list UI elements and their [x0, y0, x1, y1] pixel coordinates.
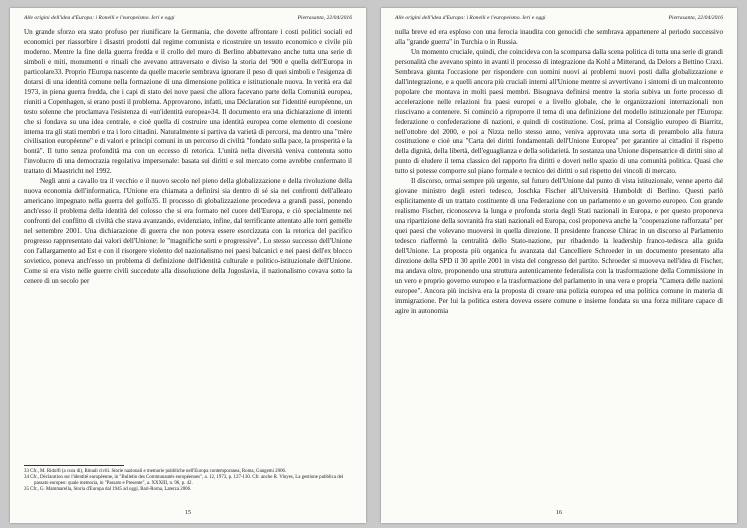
paragraph: Il discorso, ormai sempre più urgente, sul futuro dell'Unione dal punto di vista istituzionale, venne aperto dal giovane ministro degli esteri tedesco, Joschka Fischer all'Università Humboldt di Berlino. Questi parlò esplicitamente di un trattato costituente di una Federazione con un parlamento e un governo europeo. Con grande realismo Fischer, riconosceva la lunga e profonda storia degli Stati nazionali in Europa, e per questo proponeva una ripartizione della sovranità fra stati nazionali ed Europa, così proponeva anche la "cooperazione rafforzata" per quei paesi che volevano muoversi in quella direzione. Il presidente francese Chirac in un discorso al Parlamento tedesco riaffermò la centralità dello Stato-nazione, pur ribadendo la leadership franco-tedesca alla guida dell'Unione. La proposta più organica fu avanzata dal Cancelliere Schroeder in un documento presentato alla direzione della SPD il 30 aprile 2001 in vista del congresso del partito. Schroeder si muoveva nell'idea di Fischer, ma andava oltre, proponendo una struttura autenticamente federalista con la trasformazione della Commissione in un vero e proprio governo europeo e la trasformazione del parlamento in una vera e propria "Camera delle nazioni europee". Ancora più incisiva era la proposta di creare una polizia europea ed una politica comune in materia di immigrazione. Per lui la politica estera doveva essere comune e insieme fondata su una forza militare capace di agire in autonomia: [395, 177, 723, 315]
page-number: 16: [556, 510, 562, 516]
left-page: [10, 8, 366, 523]
footnote: 35 Cfr., G. Mammarella, Storia d'Europa dal 1945 ad oggi, Bari-Roma, Laterza 2006.: [24, 487, 192, 493]
header-title: Alle origini dell'idea d'Europa: i Ronelli e l'europeismo. Ieri e oggi: [24, 15, 175, 21]
header-date: Pietrasanta, 22/04/2016: [297, 15, 352, 21]
footnotes: [24, 469, 352, 493]
paragraph: nulla breve ed era esploso con una ferocia inaudita con genocidi che sembrava appartenere al periodo successivo alla "grande guerra" in Turchia o in Russia.: [395, 28, 723, 46]
footnote: 33 Cfr., M. Ridolfi (a cura di), Rituali civili. Storie nazionali e memorie pubbliche nell'Europa contemporanea, Roma, Gangemi 2006.: [24, 469, 287, 474]
page-number: 15: [185, 510, 191, 516]
running-header: [395, 15, 723, 25]
footnote-divider: [24, 465, 124, 466]
header-date: Pietrasanta, 22/04/2016: [668, 15, 723, 21]
footnote: 34 Cfr., Déclaration sur l'identité européenne, in "Bulletin des Communautés européennes", a. 12, 1973, p. 127-130. Cfr. anche R. Vinyes, La gestione pubblica del passato europeo: quale memoria, in "Passato e Presente", a. XXXIII, n. 96, p. 42.: [24, 475, 344, 487]
body-text: [395, 28, 723, 317]
paragraph: Un momento cruciale, quindi, che coincideva con la scomparsa dalla scena politica di tutta una serie di grandi personalità che avevano spinto in avanti il processo di integrazione da Kohl a Mitterand, da Delors a Bettino Craxi. Sembrava giunta l'occasione per rispondere con uomini nuovi ai problemi nuovi posti dalla globalizzazione e dall'integrazione, e a quelli ancora più cruciali interni all'Unione mentre si avvertivano i sintomi di un malcontento popolare che montava in molti paesi membri. Bisognava definirsi mentre la storia subiva un forte processo di accelerazione nelle relazioni fra paesi europei e a livello globale, che le organizzazioni internazionali non riuscivano a contenere. Si cominciò a riproporre il tema di una definizione del modello istituzionale per l'Europa: federazione o confederazione di nazioni, e quindi di costituzione. Così, prima al Consiglio europeo di Biarritz, nell'ottobre del 2000, e poi a Nizza nello stesso anno, veniva approvata una sorta di preambolo alla futura costituzione e cioè una "Carta dei diritti fondamentali dell'Unione Europea" per garantire ai cittadini il rispetto della dignità, della libertà, dell'eguaglianza e della solidarietà. In sostanza una Unione dispensatrice di diritti sino al punto di eludere il tema classico del rapporto fra diritti e doveri nello spazio di una comunità politica. Quasi che tutto si potesse comporre sul piano formale e tecnico dei diritti o sul rispetto dei vincoli di mercato.: [395, 47, 723, 176]
header-title: Alle origini dell'idea d'Europa: i Ronelli e l'europeismo. Ieri e oggi: [395, 15, 546, 21]
body-text: [24, 28, 352, 287]
paragraph: Un grande sforzo era stato profuso per riunificare la Germania, che dovette affrontare i costi politici sociali ed economici per riassorbire i disastri prodotti dal regime comunista e ricostruire un tessuto economico e civile più moderno. Mentre la fine della guerra fredda e il crollo del muro di Berlino abbattevano anche tutta una serie di simboli e miti, monumenti e rituali che avevano attraversato e diviso la storia del '900 e quella dell'Europa in particolare33. Proprio l'Europa nascente da quelle macerie sembrava ignorare il peso di quei simboli e l'esigenza di dotarsi di una identità comune nella formazione di una dimensione politica e istituzionale nuova. In verità era dal 1973, in piena guerra fredda, che i capi di stato dei nove paesi che allora facevano parte della Comunità europea, riuniti a Copenhagen, si erano posti il problema. Approvarono, infatti, una Déclaration sur l'identité européenne, un testo solenne che proclamava l'esistenza di «un'identità europea»34. Il documento era una dichiarazione di intenti che si fondava su una idea centrale, e cioè quella di costruire una identità europea come elemento di coesione interna tra gli stati membri e tra i loro cittadini. Naturalmente si partiva da varietà di percorsi, ma dentro una "mère civilisation européenne" e di valori e principi comuni in un percorso di civiltà "fondato sulla pace, la prosperità e la bontà". Il tutto senza profondità ma con un eccesso di retorica. L'unità nella diversità veniva contenuta sotto l'involucro di una democrazia regolativa impersonale: basata sui diritti e sul mercato come avrebbe confermato il trattato di Maastricht nel 1992.: [24, 28, 352, 176]
running-header: [24, 15, 352, 25]
paragraph: Negli anni a cavallo tra il vecchio e il nuovo secolo nel pieno della globalizzazione e della rivoluzione della nuova economia dell'informatica, l'Unione era chiamata a definirsi sia dentro di sé sia nei confronti dell'alleato americano impegnato nella guerra del golfo35. Il processo di globalizzazione procedeva a grandi passi, ponendo anch'esso il problema della identità del colosso che si era formato nel cuore dell'Europa, e ciò specialmente nei confronti del conflitto di civiltà che stava avanzando, evidenziato, infine, dal terrificante attentato alle torri gemelle nel settembre 2001. Una dichiarazione di guerra che non poteva essere esorcizzata con la retorica del pacifico progresso rappresentato dai valori dell'Unione: le "magnifiche sorti e progressive". Lo stesso successo dell'Unione con l'allargamento ad Est e con il risorgere violento del nazionalismo nei paesi balcanici e nei paesi dell'ex blocco sovietico, poneva anch'esso un problema di definizione dell'identità culturale e politico-istituzionale dell'Unione. Come si era visto nelle guerre civili succedute alla dissoluzione della Jugoslavia, il nazionalismo covava sotto la cenere di un secolo per: [24, 177, 352, 285]
right-page: [381, 8, 737, 523]
